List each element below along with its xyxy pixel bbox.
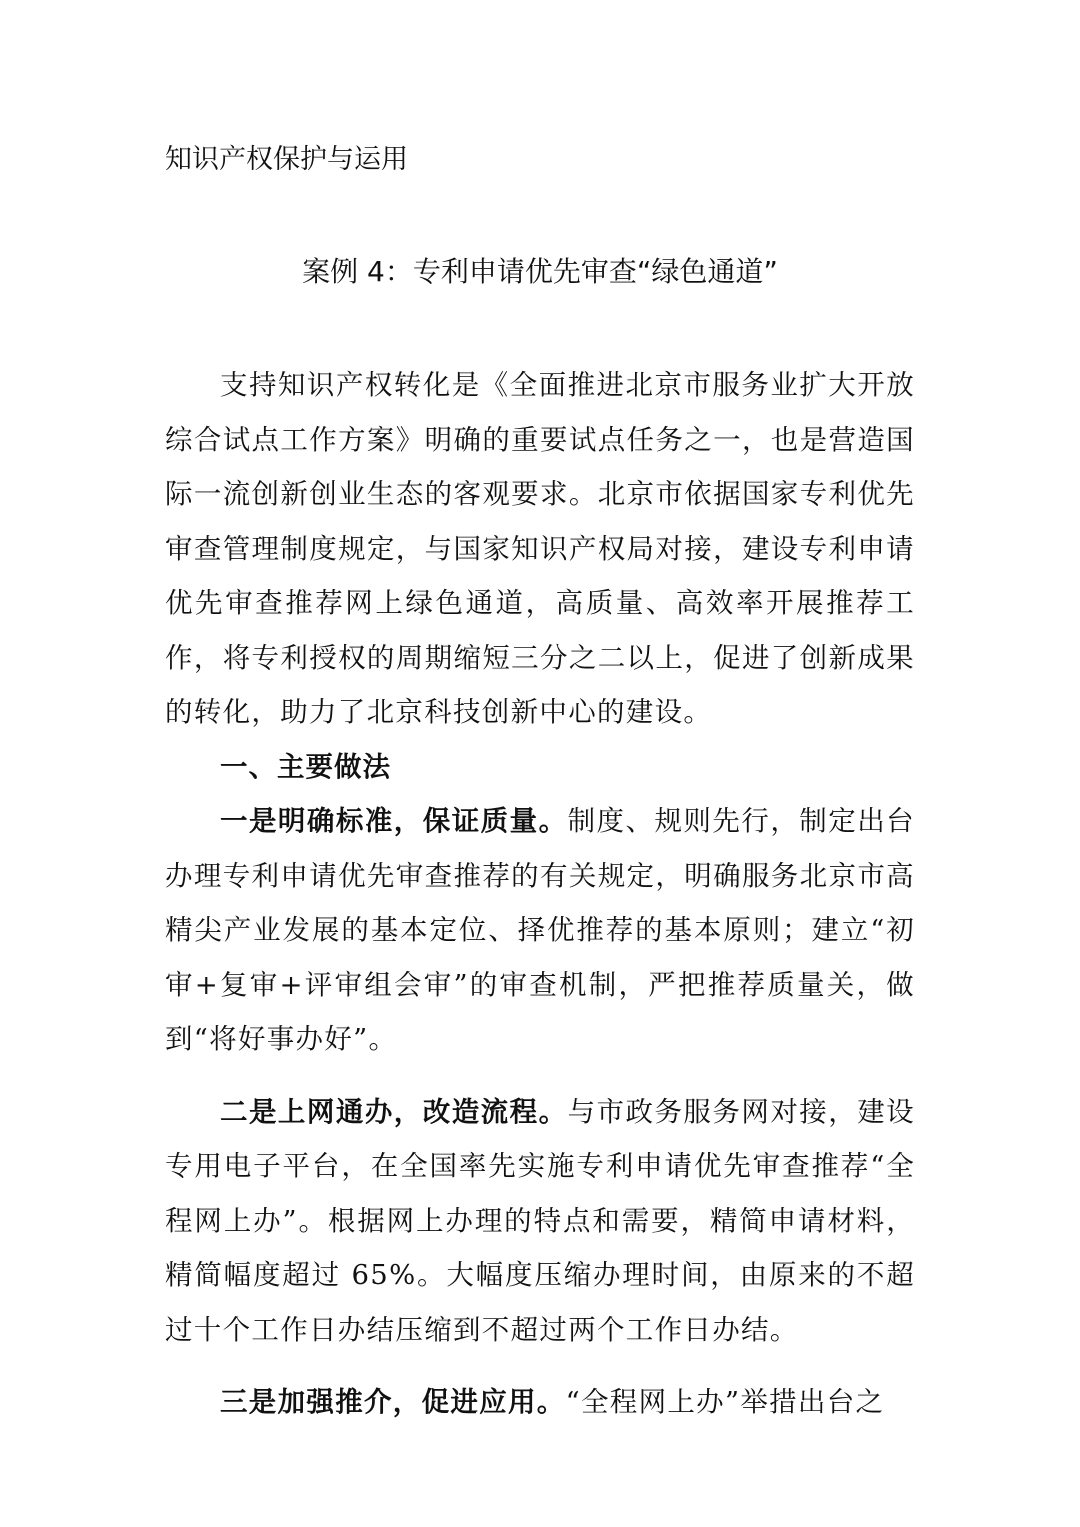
point-lead-2: 二是上网通办，改造流程。 <box>220 1095 568 1128</box>
point-lead-3: 三是加强推介，促进应用。 <box>220 1386 566 1418</box>
point-lead-1: 一是明确标准，保证质量。 <box>220 805 568 837</box>
point-text-3: “全程网上办”举措出台之 <box>565 1386 885 1418</box>
point-paragraph-1 <box>165 794 915 1067</box>
section-heading-main-practices: 一、主要做法 <box>220 750 391 783</box>
point-paragraph-3 <box>165 1375 915 1430</box>
point-text-1: 制度、规则先行，制定出台办理专利申请优先审查推荐的有关规定，明确服务北京市高精尖产业发展的基本定位、择优推荐的基本原则；建立“初审+复审+评审组会审”的审查机制，严把推荐质量关，做到“将好事办好”。 <box>165 805 915 1055</box>
point-paragraph-2 <box>165 1085 915 1358</box>
point-text-2: 与市政务服务网对接，建设专用电子平台，在全国率先实施专利申请优先审查推荐“全程网上办”。根据网上办理的特点和需要，精简申请材料，精简幅度超过 65%。大幅度压缩办理时间，由原来的不超过十个工作日办结压缩到不超过两个工作日办结。 <box>165 1095 915 1346</box>
document-body <box>165 358 915 1430</box>
section-label: 知识产权保护与运用 <box>165 144 408 175</box>
case-title: 案例 4：专利申请优先审查“绿色通道” <box>302 255 778 288</box>
intro-paragraph: 支持知识产权转化是《全面推进北京市服务业扩大开放综合试点工作方案》明确的重要试点任务之一，也是营造国际一流创新创业生态的客观要求。北京市依据国家专利优先审查管理制度规定，与国家知识产权局对接，建设专利申请优先审查推荐网上绿色通道，高质量、高效率开展推荐工作，将专利授权的周期缩短三分之二以上，促进了创新成果的转化，助力了北京科技创新中心的建设。 <box>165 369 915 728</box>
